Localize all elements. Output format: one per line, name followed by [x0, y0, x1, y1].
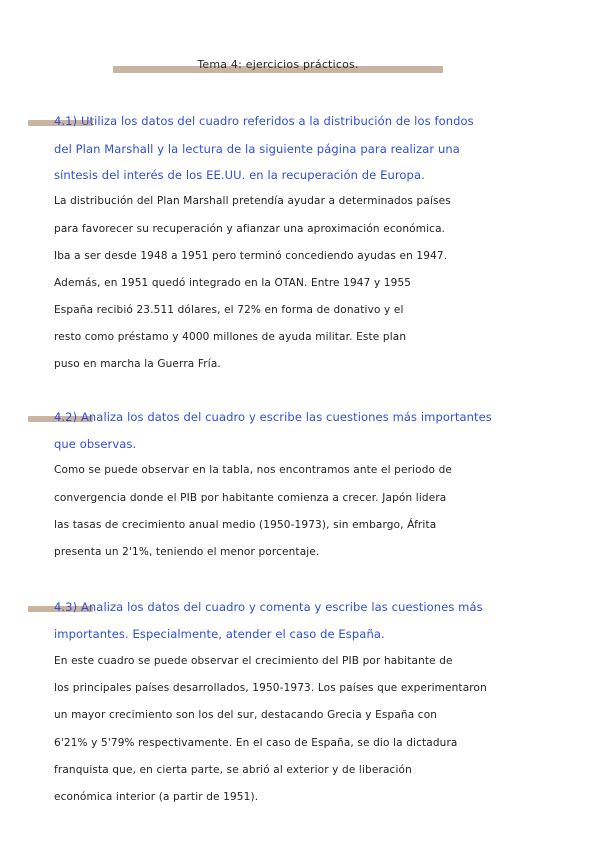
answer-line: Además, en 1951 quedó integrado en la OTAN. Entre 1947 y 1955 [54, 277, 412, 289]
question-line: que observas. [54, 437, 137, 451]
question-number: 4.3) [54, 600, 78, 614]
answer-line: los principales países desarrollados, 1950-1973. Los países que experimentaron [54, 682, 487, 694]
question-text: Analiza los datos del cuadro y comenta y escribe las cuestiones más [80, 600, 483, 614]
answer-line: franquista que, en cierta parte, se abrió al exterior y de liberación [54, 764, 412, 776]
answer-line: La distribución del Plan Marshall pretendía ayudar a determinados países [54, 195, 451, 207]
answer-line: un mayor crecimiento son los del sur, destacando Grecia y España con [54, 709, 438, 721]
answer-line: económica interior (a partir de 1951). [54, 791, 259, 803]
question-line [54, 410, 492, 424]
page-title-text: Tema 4: ejercicios prácticos. [197, 58, 359, 71]
answer-line: resto como préstamo y 4000 millones de ayuda militar. Este plan [54, 331, 407, 343]
answer-line: puso en marcha la Guerra Fría. [54, 358, 221, 370]
question-number: 4.1) [54, 114, 78, 128]
question-line: importantes. Especialmente, atender el caso de España. [54, 627, 385, 641]
answer-line: En este cuadro se puede observar el crecimiento del PIB por habitante de [54, 655, 453, 667]
answer-line: Como se puede observar en la tabla, nos encontramos ante el periodo de [54, 464, 453, 476]
page-title [113, 58, 443, 78]
answer-line: Iba a ser desde 1948 a 1951 pero terminó concediendo ayudas en 1947. [54, 250, 448, 262]
answer-line: España recibió 23.511 dólares, el 72% en forma de donativo y el [54, 304, 404, 316]
question-text: Utiliza los datos del cuadro referidos a la distribución de los fondos [80, 114, 474, 128]
question-line [54, 600, 483, 614]
question-line: síntesis del interés de los EE.UU. en la recuperación de Europa. [54, 168, 425, 182]
question-line [54, 114, 474, 128]
answer-line: convergencia donde el PIB por habitante comienza a crecer. Japón lidera [54, 492, 447, 504]
question-text: Analiza los datos del cuadro y escribe las cuestiones más importantes [80, 410, 492, 424]
answer-line: para favorecer su recuperación y afianzar una aproximación económica. [54, 223, 446, 235]
answer-line: las tasas de crecimiento anual medio (1950-1973), sin embargo, Áfrita [54, 519, 437, 531]
question-number: 4.2) [54, 410, 78, 424]
answer-line: presenta un 2'1%, teniendo el menor porcentaje. [54, 546, 320, 558]
answer-line: 6'21% y 5'79% respectivamente. En el caso de España, se dio la dictadura [54, 737, 458, 749]
question-line: del Plan Marshall y la lectura de la siguiente página para realizar una [54, 142, 460, 156]
